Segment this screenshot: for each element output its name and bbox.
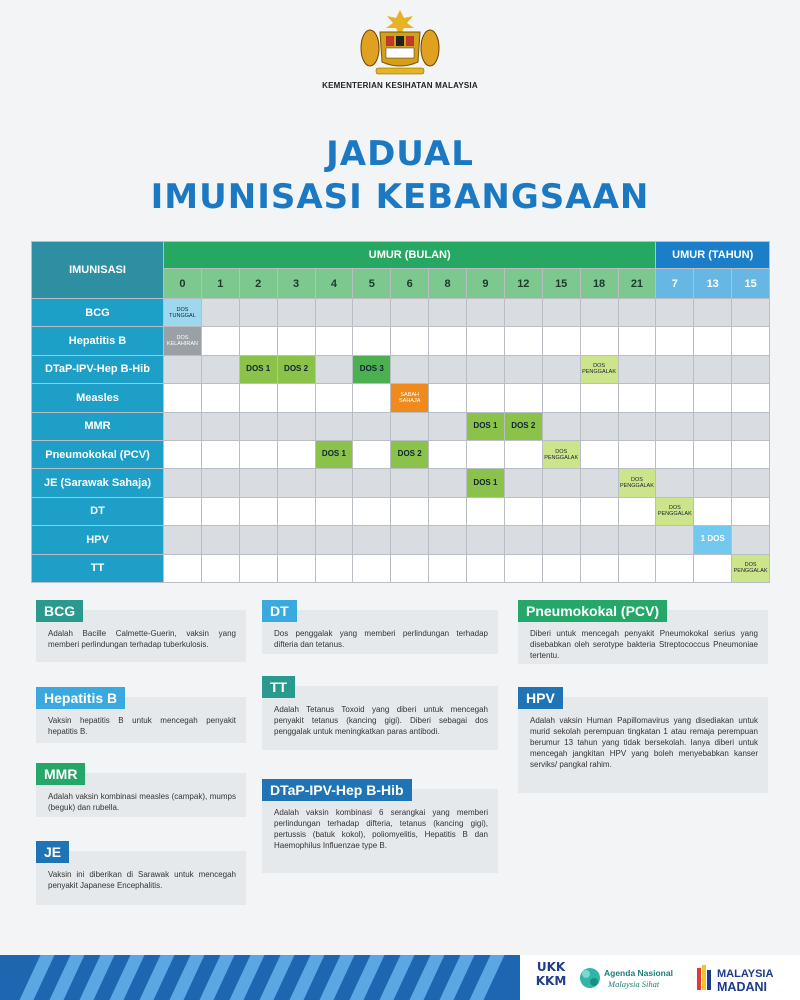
card-je-title: JE	[36, 841, 69, 863]
footer-stripe	[200, 955, 235, 1000]
dose-badge: DOS 2	[505, 413, 542, 440]
card-pcv-text: Diberi untuk mencegah penyakit Pneumokokal serius yang disebabkan oleh serotype bakteria Streptococcus Pneumoniae tertentu.	[530, 629, 758, 660]
schedule-cell	[277, 469, 315, 497]
vaccine-name-cell: Measles	[32, 384, 164, 412]
dose-badge: DOS PENGGALAK	[619, 469, 656, 496]
age-months-header: UMUR (BULAN)	[164, 242, 656, 269]
madani-logo-line2: MADANI	[717, 980, 767, 994]
schedule-cell	[694, 412, 732, 440]
card-je-text: Vaksin ini diberikan di Sarawak untuk mencegah penyakit Japanese Encephalitis.	[48, 870, 236, 890]
schedule-cell	[580, 440, 618, 468]
schedule-cell	[656, 384, 694, 412]
schedule-cell	[353, 355, 391, 383]
schedule-cell	[429, 497, 467, 525]
footer-stripe	[320, 955, 355, 1000]
dose-badge: DOS 3	[353, 356, 390, 383]
dose-badge: DOS 2	[391, 441, 428, 468]
dose-badge: DOS 1	[467, 469, 504, 496]
schedule-cell	[391, 327, 429, 355]
schedule-cell	[201, 526, 239, 554]
schedule-cell	[201, 554, 239, 582]
madani-logo-line1: MALAYSIA	[717, 968, 774, 980]
schedule-cell	[580, 299, 618, 327]
age-month-12: 12	[504, 269, 542, 299]
schedule-cell	[542, 355, 580, 383]
schedule-cell	[467, 384, 505, 412]
ukk-kkm-logo	[532, 960, 570, 988]
schedule-cell	[542, 299, 580, 327]
table-row	[32, 526, 770, 554]
schedule-cell	[732, 554, 770, 582]
schedule-cell	[656, 327, 694, 355]
dose-badge: DOS 2	[278, 356, 315, 383]
footer-stripe	[140, 955, 175, 1000]
schedule-cell	[618, 355, 656, 383]
schedule-cell	[164, 299, 202, 327]
schedule-cell	[353, 440, 391, 468]
schedule-cell	[353, 299, 391, 327]
schedule-cell	[467, 355, 505, 383]
vaccine-name-cell: HPV	[32, 526, 164, 554]
schedule-cell	[732, 412, 770, 440]
age-year-13: 13	[694, 269, 732, 299]
table-row	[32, 412, 770, 440]
age-month-3: 3	[277, 269, 315, 299]
table-row	[32, 299, 770, 327]
schedule-cell	[277, 412, 315, 440]
page-title-line2: IMUNISASI KEBANGSAAN	[150, 177, 650, 217]
schedule-cell	[164, 554, 202, 582]
schedule-cell	[580, 355, 618, 383]
age-month-8: 8	[429, 269, 467, 299]
schedule-cell	[467, 412, 505, 440]
age-years-header: UMUR (TAHUN)	[656, 242, 770, 269]
schedule-cell	[656, 299, 694, 327]
card-pcv	[518, 603, 768, 664]
schedule-cell	[504, 440, 542, 468]
malaysia-madani-logo	[695, 962, 800, 996]
table-row	[32, 554, 770, 582]
schedule-cell	[353, 384, 391, 412]
malaysia-coat-of-arms-icon	[358, 8, 442, 78]
schedule-cell	[239, 497, 277, 525]
schedule-cell	[277, 384, 315, 412]
ukk-logo-line1: UKK	[536, 960, 566, 974]
schedule-cell	[467, 497, 505, 525]
schedule-cell	[164, 384, 202, 412]
schedule-cell	[164, 355, 202, 383]
card-hpv	[518, 690, 768, 793]
schedule-cell	[504, 554, 542, 582]
schedule-cell	[239, 327, 277, 355]
card-mmr	[36, 766, 246, 817]
schedule-cell	[504, 355, 542, 383]
schedule-cell	[164, 526, 202, 554]
age-month-6: 6	[391, 269, 429, 299]
vaccine-name-cell: MMR	[32, 412, 164, 440]
schedule-cell	[164, 412, 202, 440]
footer-stripe	[260, 955, 295, 1000]
schedule-cell	[391, 526, 429, 554]
schedule-cell	[201, 327, 239, 355]
schedule-cell	[201, 497, 239, 525]
schedule-cell	[504, 469, 542, 497]
age-month-2: 2	[239, 269, 277, 299]
schedule-cell	[315, 497, 353, 525]
schedule-cell	[618, 497, 656, 525]
schedule-cell	[353, 469, 391, 497]
schedule-cell	[542, 526, 580, 554]
schedule-cell	[315, 469, 353, 497]
schedule-cell	[277, 554, 315, 582]
schedule-cell	[239, 440, 277, 468]
schedule-cell	[732, 355, 770, 383]
schedule-cell	[353, 412, 391, 440]
schedule-cell	[618, 469, 656, 497]
schedule-cell	[694, 327, 732, 355]
schedule-cell	[504, 384, 542, 412]
footer-stripe	[410, 955, 445, 1000]
schedule-cell	[201, 384, 239, 412]
schedule-cell	[239, 469, 277, 497]
schedule-cell	[542, 554, 580, 582]
age-month-5: 5	[353, 269, 391, 299]
schedule-cell	[504, 526, 542, 554]
schedule-cell	[504, 327, 542, 355]
dose-badge: SABAH SAHAJA	[391, 384, 428, 411]
footer-stripe	[80, 955, 115, 1000]
schedule-cell	[201, 412, 239, 440]
dose-badge: DOS TUNGGAL	[164, 299, 201, 326]
schedule-cell	[239, 526, 277, 554]
schedule-cell	[694, 440, 732, 468]
schedule-cell	[239, 299, 277, 327]
schedule-cell	[732, 497, 770, 525]
page-title-line1: JADUAL	[326, 134, 474, 174]
schedule-cell	[391, 412, 429, 440]
schedule-cell	[429, 384, 467, 412]
schedule-cell	[694, 299, 732, 327]
dose-badge: DOS PENGGALAK	[732, 555, 769, 582]
schedule-cell	[429, 355, 467, 383]
schedule-cell	[656, 469, 694, 497]
table-row	[32, 497, 770, 525]
card-dtap-title: DTaP-IPV-Hep B-Hib	[262, 779, 412, 801]
dose-badge: DOS 1	[316, 441, 353, 468]
schedule-cell	[694, 355, 732, 383]
schedule-cell	[353, 526, 391, 554]
schedule-cell	[732, 299, 770, 327]
dose-badge: DOS KELAHIRAN	[164, 327, 201, 354]
schedule-cell	[618, 327, 656, 355]
schedule-cell	[467, 554, 505, 582]
card-tt-text: Adalah Tetanus Toxoid yang diberi untuk mencegah penyakit tetanus (kancing gigi). Diberi sebagai dos penggalak untuk meningkatkan paras antibodi.	[274, 705, 488, 736]
schedule-cell	[542, 497, 580, 525]
card-hpv-text: Adalah vaksin Human Papillomavirus yang disediakan untuk murid sekolah perempuan tingkatan 1 atau remaja perempuan berumur 13 tahun yang tidak bersekolah. Ianya diberi untuk mencegah jangkitan HPV yang boleh menyebabkan kanser serviks/ pangkal rahim.	[530, 716, 758, 769]
card-bcg-text: Adalah Bacille Calmette-Guerin, vaksin yang memberi perlindungan terhadap tuberkulosis.	[48, 629, 236, 649]
schedule-cell	[618, 384, 656, 412]
schedule-cell	[580, 327, 618, 355]
footer-stripe	[230, 955, 265, 1000]
schedule-cell	[201, 299, 239, 327]
card-dt-text: Dos penggalak yang memberi perlindungan terhadap difteria dan tetanus.	[274, 629, 488, 649]
agenda-nasional-logo	[578, 960, 678, 996]
immunisation-schedule-table	[31, 241, 770, 583]
schedule-cell	[315, 327, 353, 355]
schedule-cell	[277, 497, 315, 525]
schedule-cell	[580, 412, 618, 440]
schedule-cell	[201, 355, 239, 383]
footer-stripe	[290, 955, 325, 1000]
schedule-cell	[315, 526, 353, 554]
schedule-cell	[315, 299, 353, 327]
card-hpv-title: HPV	[518, 687, 563, 709]
vaccine-name-cell: BCG	[32, 299, 164, 327]
schedule-cell	[277, 327, 315, 355]
card-dt	[262, 603, 498, 654]
schedule-cell	[201, 469, 239, 497]
schedule-cell	[542, 469, 580, 497]
footer-stripe	[110, 955, 145, 1000]
dose-badge: 1 DOS	[694, 526, 731, 553]
schedule-cell	[694, 497, 732, 525]
card-bcg	[36, 603, 246, 662]
footer-stripe	[50, 955, 85, 1000]
card-mmr-text: Adalah vaksin kombinasi measles (campak), mumps (beguk) dan rubella.	[48, 792, 236, 812]
schedule-cell	[315, 384, 353, 412]
footer-stripe	[470, 955, 505, 1000]
age-month-15: 15	[542, 269, 580, 299]
age-month-9: 9	[467, 269, 505, 299]
card-je	[36, 844, 246, 905]
schedule-cell	[618, 299, 656, 327]
schedule-cell	[542, 327, 580, 355]
schedule-cell	[315, 355, 353, 383]
schedule-cell	[732, 526, 770, 554]
dose-badge: DOS PENGGALAK	[656, 498, 693, 525]
vaccine-name-cell: Pneumokokal (PCV)	[32, 440, 164, 468]
schedule-cell	[467, 327, 505, 355]
table-row	[32, 327, 770, 355]
schedule-cell	[353, 554, 391, 582]
schedule-cell	[391, 497, 429, 525]
schedule-cell	[277, 440, 315, 468]
schedule-cell	[580, 384, 618, 412]
schedule-cell	[164, 440, 202, 468]
schedule-cell	[618, 440, 656, 468]
schedule-cell	[504, 299, 542, 327]
schedule-cell	[467, 440, 505, 468]
schedule-cell	[429, 469, 467, 497]
schedule-cell	[429, 440, 467, 468]
card-pcv-title: Pneumokokal (PCV)	[518, 600, 667, 622]
schedule-cell	[542, 384, 580, 412]
card-dtap	[262, 782, 498, 873]
card-tt-title: TT	[262, 676, 295, 698]
schedule-cell	[429, 526, 467, 554]
schedule-cell	[656, 412, 694, 440]
schedule-cell	[164, 497, 202, 525]
schedule-cell	[656, 554, 694, 582]
age-month-4: 4	[315, 269, 353, 299]
schedule-cell	[542, 440, 580, 468]
schedule-cell	[239, 355, 277, 383]
card-hepatitis-b-text: Vaksin hepatitis B untuk mencegah penyakit hepatitis B.	[48, 716, 236, 736]
schedule-cell	[391, 355, 429, 383]
schedule-cell	[467, 299, 505, 327]
footer-stripe	[350, 955, 385, 1000]
footer-stripe	[20, 955, 55, 1000]
schedule-cell	[580, 469, 618, 497]
footer-stripe	[380, 955, 415, 1000]
schedule-cell	[391, 299, 429, 327]
age-month-1: 1	[201, 269, 239, 299]
schedule-cell	[391, 384, 429, 412]
table-row	[32, 469, 770, 497]
card-mmr-title: MMR	[36, 763, 85, 785]
table-row	[32, 384, 770, 412]
schedule-cell	[164, 469, 202, 497]
schedule-cell	[504, 412, 542, 440]
age-month-18: 18	[580, 269, 618, 299]
schedule-cell	[277, 526, 315, 554]
age-year-7: 7	[656, 269, 694, 299]
schedule-cell	[315, 440, 353, 468]
schedule-cell	[164, 327, 202, 355]
table-row	[32, 355, 770, 383]
schedule-cell	[618, 526, 656, 554]
schedule-cell	[391, 440, 429, 468]
schedule-cell	[656, 497, 694, 525]
schedule-cell	[467, 526, 505, 554]
schedule-cell	[694, 469, 732, 497]
vaccine-name-cell: DT	[32, 497, 164, 525]
schedule-cell	[391, 469, 429, 497]
card-hepatitis-b-title: Hepatitis B	[36, 687, 125, 709]
schedule-cell	[277, 355, 315, 383]
schedule-cell	[315, 554, 353, 582]
schedule-cell	[542, 412, 580, 440]
agenda-logo-line1: Agenda Nasional	[604, 968, 673, 978]
schedule-cell	[429, 412, 467, 440]
schedule-cell	[429, 327, 467, 355]
dose-badge: DOS PENGGALAK	[543, 441, 580, 468]
footer-stripe	[440, 955, 475, 1000]
schedule-cell	[656, 526, 694, 554]
schedule-cell	[694, 554, 732, 582]
immunisation-column-header: IMUNISASI	[32, 242, 164, 299]
dose-badge: DOS PENGGALAK	[581, 356, 618, 383]
card-hepatitis-b	[36, 690, 246, 743]
agenda-logo-line2: Malaysia Sihat	[608, 979, 660, 989]
schedule-cell	[277, 299, 315, 327]
ukk-logo-line2: KKM	[535, 974, 567, 988]
schedule-cell	[618, 412, 656, 440]
schedule-cell	[656, 355, 694, 383]
card-dt-title: DT	[262, 600, 297, 622]
schedule-cell	[429, 299, 467, 327]
schedule-cell	[618, 554, 656, 582]
schedule-cell	[580, 554, 618, 582]
footer-stripe	[170, 955, 205, 1000]
schedule-cell	[467, 469, 505, 497]
schedule-cell	[732, 384, 770, 412]
schedule-cell	[656, 440, 694, 468]
table-row	[32, 440, 770, 468]
schedule-cell	[239, 384, 277, 412]
schedule-cell	[315, 412, 353, 440]
schedule-cell	[694, 526, 732, 554]
schedule-cell	[239, 412, 277, 440]
vaccine-name-cell: Hepatitis B	[32, 327, 164, 355]
card-tt	[262, 679, 498, 750]
schedule-cell	[694, 384, 732, 412]
schedule-cell	[429, 554, 467, 582]
card-bcg-title: BCG	[36, 600, 83, 622]
schedule-cell	[201, 440, 239, 468]
dose-badge: DOS 1	[240, 356, 277, 383]
schedule-cell	[353, 497, 391, 525]
vaccine-name-cell: TT	[32, 554, 164, 582]
footer-bar	[0, 955, 800, 1000]
ministry-name: KEMENTERIAN KESIHATAN MALAYSIA	[322, 81, 478, 90]
age-year-15: 15	[732, 269, 770, 299]
schedule-cell	[580, 497, 618, 525]
schedule-cell	[353, 327, 391, 355]
age-month-0: 0	[164, 269, 202, 299]
dose-badge: DOS 1	[467, 413, 504, 440]
schedule-cell	[391, 554, 429, 582]
schedule-cell	[732, 327, 770, 355]
vaccine-name-cell: JE (Sarawak Sahaja)	[32, 469, 164, 497]
schedule-cell	[732, 440, 770, 468]
vaccine-name-cell: DTaP-IPV-Hep B-Hib	[32, 355, 164, 383]
schedule-cell	[239, 554, 277, 582]
card-dtap-text: Adalah vaksin kombinasi 6 serangkai yang memberi perlindungan terhadap difteria, tetanus (kancing gigi), pertussis (batuk kokol), poliomyelitis, Hepatitis B dan Haemophilus Influenzae type B.	[274, 808, 488, 850]
age-month-21: 21	[618, 269, 656, 299]
schedule-cell	[504, 497, 542, 525]
schedule-cell	[732, 469, 770, 497]
schedule-cell	[580, 526, 618, 554]
